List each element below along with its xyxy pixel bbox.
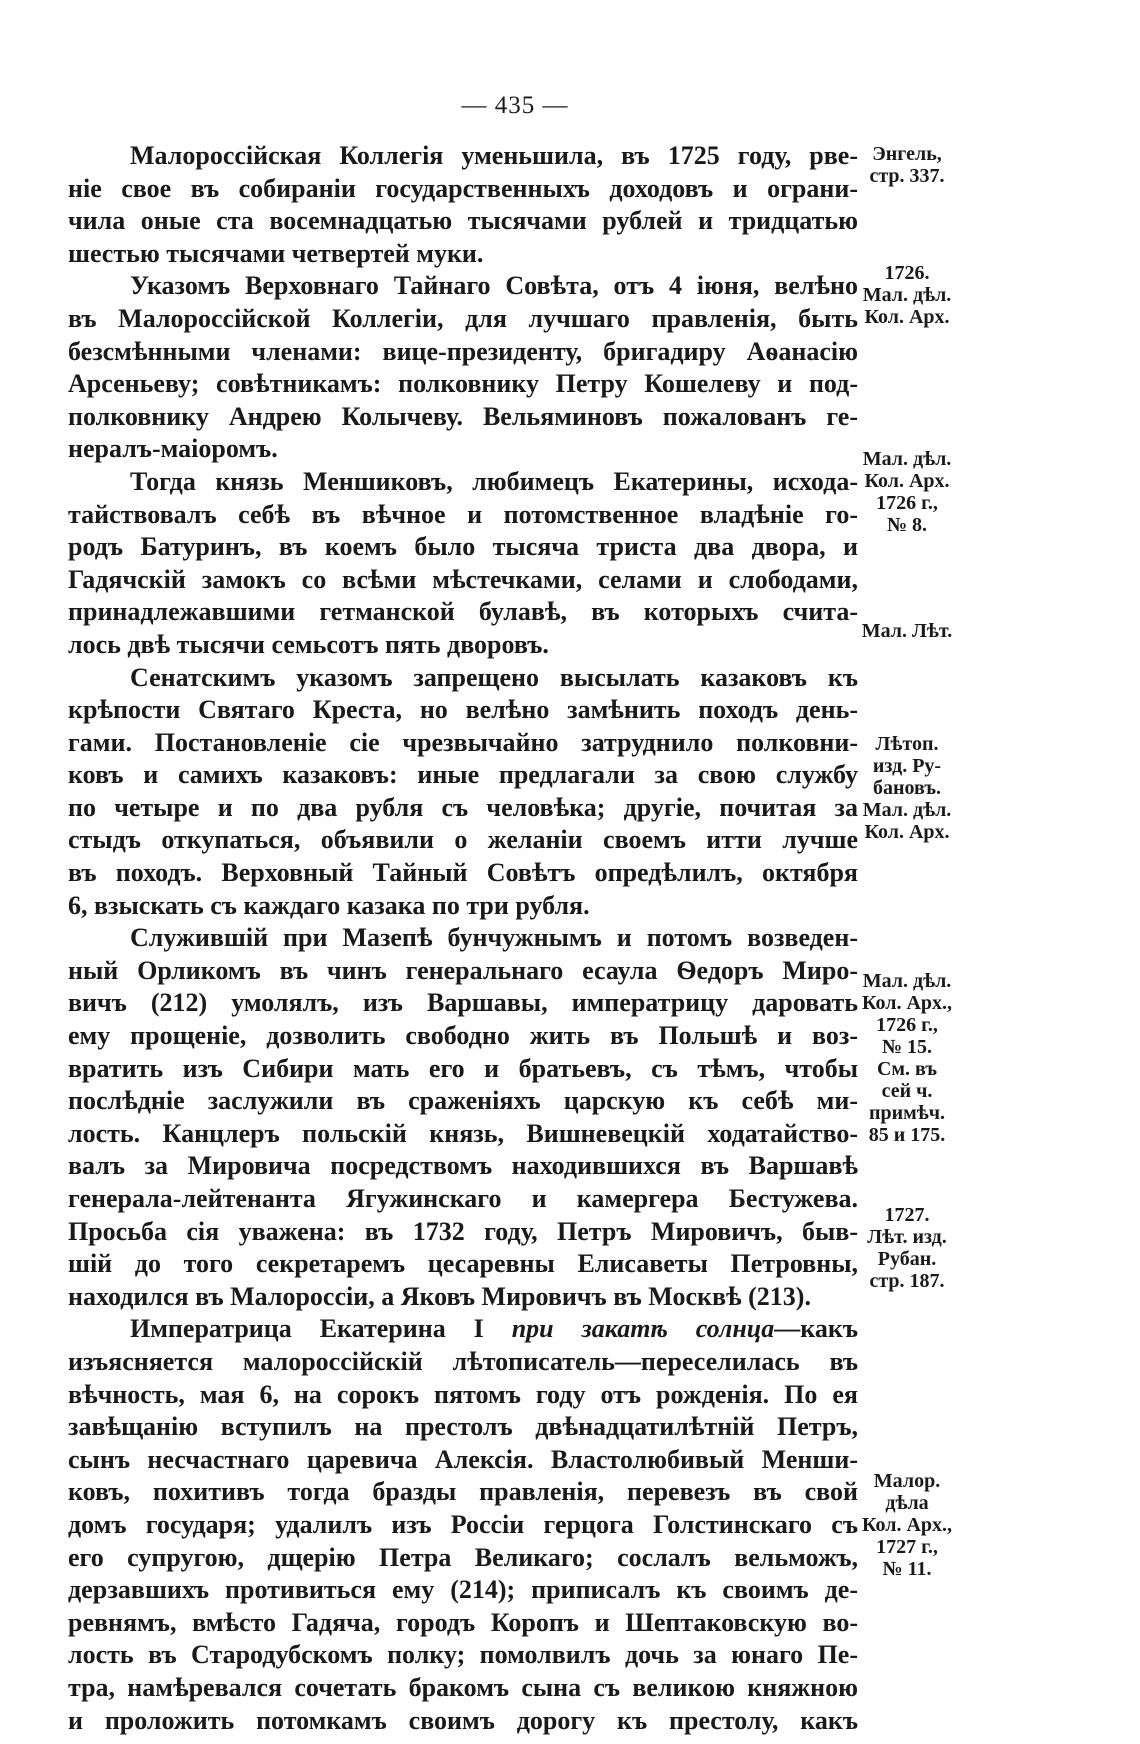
note-line: Кол. Арх. (864, 306, 950, 328)
text-line: ревнямъ, вмѣсто Гадяча, городъ Коропъ и Шептаковскую во- (68, 1607, 858, 1637)
note-line: 85 и 175. (868, 1124, 946, 1146)
text-line: принадлежавшими гетманской булавѣ, въ которыхъ счита- (68, 597, 858, 627)
paragraph (68, 1313, 858, 1737)
text-line: безсмѣнными членами: вице-президенту, бригадиру Аѳанасію (68, 336, 858, 366)
text-line: лость въ Стародубскомъ полку; помолвилъ дочь за юнаго Пе- (68, 1640, 858, 1670)
text-line: по четыре и по два рубля съ человѣка; другіе, почитая за (68, 792, 858, 822)
margin-note-mal-let (848, 620, 966, 642)
text-line: вичъ (212) умолялъ, изъ Варшавы, императрицу даровать (68, 988, 858, 1018)
text-line: Служившій при Мазепѣ бунчужнымъ и потомъ возведен- (130, 923, 858, 953)
text-line: валъ за Мировича посредствомъ находившихся въ Варшавѣ (68, 1151, 858, 1181)
text-line: его супругою, дщерію Петра Великаго; сослалъ вельможъ, (68, 1542, 858, 1572)
text-line: шій до того секретаремъ цесаревны Елисаветы Петровны, (68, 1249, 858, 1279)
paragraph (68, 466, 858, 662)
note-line: Кол. Арх. (864, 821, 950, 843)
note-line: дѣла (885, 1492, 929, 1514)
margin-note-1726 (848, 262, 966, 328)
note-line: 1727. (884, 1204, 930, 1226)
paragraph (68, 922, 858, 1313)
note-line: Мал. Лѣт. (861, 620, 953, 642)
text-line: ковъ, похитивъ тогда бразды правленія, перевезъ въ свой (68, 1477, 858, 1507)
text-line: завѣщанію вступилъ на престолъ двѣнадцатилѣтній Петръ, (68, 1412, 858, 1442)
text-line: 6, взыскать съ каждаго казака по три рубля. (68, 890, 590, 920)
note-line: стр. 337. (869, 165, 945, 187)
note-line: Рубан. (877, 1248, 937, 1270)
text-line: стыдъ откупаться, объявили о желаніи своемъ итти лучше (68, 825, 858, 855)
note-line: изд. Ру- (872, 755, 942, 777)
note-line: Кол. Арх. (864, 470, 950, 492)
note-line: Мал. дѣл. (862, 448, 952, 470)
paragraph (68, 270, 858, 466)
note-line: Лѣт. изд. (867, 1226, 947, 1248)
note-line: См. въ (876, 1058, 938, 1080)
note-line: стр. 187. (869, 1270, 945, 1292)
text-line: сынъ несчастнаго царевича Алексія. Властолюбивый Менши- (68, 1444, 858, 1474)
note-line: Мал. дѣл. (862, 284, 952, 306)
text-line: генерала-лейтенанта Ягужинскаго и камергера Бестужева. (68, 1184, 858, 1213)
text-line: Просьба сія уважена: въ 1732 году, Петръ Мировичъ, быв- (68, 1216, 858, 1246)
text-line: въ Малороссійской Коллегіи, для лучшаго правленія, быть (68, 303, 858, 333)
text-line: Сенатскимъ указомъ запрещено высылать казаковъ къ (130, 662, 858, 692)
note-line: примѣч. (868, 1102, 946, 1124)
note-line: бановъ. (873, 777, 941, 799)
note-line: 1727 г., (876, 1536, 938, 1558)
text-line: чила оные ста восемнадцатью тысячами рублей и тридцатью (68, 206, 858, 236)
text-line: Тогда князь Меншиковъ, любимецъ Екатерины, исхода- (130, 466, 858, 496)
note-line: 1726 г., (876, 1014, 938, 1036)
note-line: Мал. дѣл. (862, 970, 952, 992)
text-line: Арсеньеву; совѣтникамъ: полковнику Петру Кошелеву и под- (68, 369, 858, 399)
note-line: Малор. (873, 1470, 941, 1492)
note-line: сей ч. (881, 1080, 933, 1102)
paragraph (68, 140, 858, 270)
text-line: домъ государя; удалилъ изъ Россіи герцога Голстинскаго съ (68, 1509, 858, 1539)
margin-note-engel (848, 143, 966, 187)
margin-note-letop (848, 733, 966, 843)
note-line: № 11. (882, 1558, 932, 1580)
italic-phrase: при закатѣ солнца (511, 1314, 775, 1344)
text-line: послѣдніе заслужили въ сраженіяхъ царскую къ себѣ ми- (68, 1086, 858, 1116)
text-line: лость. Канцлеръ польскій князь, Вишневецкій ходатайство- (68, 1118, 858, 1148)
text-line: Гадячскій замокъ со всѣми мѣстечками, селами и слободами, (68, 564, 858, 594)
text-line: крѣпости Святаго Креста, но велѣно замѣнить походъ день- (68, 695, 858, 725)
text-line: и проложить потомкамъ своимъ дорогу къ престолу, какъ (68, 1705, 858, 1735)
margin-note-no11 (848, 1470, 966, 1580)
paragraph (68, 662, 858, 923)
text-line: гами. Постановленіе сіе чрезвычайно затруднило полковни- (68, 727, 858, 757)
text-line: ковъ и самихъ казаковъ: иные предлагали за свою службу (68, 760, 858, 790)
text-line: тайствовалъ себѣ въ вѣчное и потомственное владѣніе го- (68, 499, 858, 529)
text-line: ный Орликомъ въ чинъ генеральнаго есаула Ѳедоръ Миро- (68, 955, 858, 985)
note-line: Энгель, (872, 143, 942, 165)
text-line: Императрица Екатерина I при закатѣ солнца—какъ (130, 1314, 858, 1344)
margin-note-no15 (848, 970, 966, 1146)
main-text (68, 140, 858, 1737)
text-line: находился въ Малороссіи, а Яковъ Мировичъ въ Москвѣ (213). (68, 1281, 811, 1311)
text-line: родъ Батуринъ, въ коемъ было тысяча триста два двора, и (68, 532, 858, 562)
note-line: Лѣтоп. (875, 733, 939, 755)
text-line: тра, намѣревался сочетать бракомъ сына съ великою княжною (68, 1672, 858, 1702)
text-line: Малороссійская Коллегія уменьшила, въ 1725 году, рве- (130, 141, 858, 170)
text-line: изъясняется малороссійскій лѣтописатель—переселилась въ (68, 1346, 858, 1376)
text-line: Указомъ Верховнаго Тайнаго Совѣта, отъ 4 іюня, велѣно (130, 271, 858, 301)
page-number: — 435 — (461, 92, 569, 119)
text-line: въ походъ. Верховный Тайный Совѣтъ опредѣлилъ, октября (68, 858, 858, 888)
note-line: Мал. дѣл. (862, 799, 952, 821)
text-line: ніе свое въ собираніи государственныхъ доходовъ и ограни- (68, 173, 858, 203)
text-line: вратить изъ Сибири мать его и братьевъ, съ тѣмъ, чтобы (68, 1053, 858, 1083)
text-line: ему прощеніе, дозволить свободно жить въ Польшѣ и воз- (68, 1021, 858, 1051)
margin-note-1727 (848, 1204, 966, 1292)
note-line: № 8. (886, 514, 928, 536)
text-line: полковнику Андрею Колычеву. Вельяминовъ пожалованъ ге- (68, 401, 858, 431)
note-line: № 15. (881, 1036, 933, 1058)
note-line: Кол. Арх., (861, 1514, 953, 1536)
note-line: Кол. Арх., (861, 992, 953, 1014)
text-line: лось двѣ тысячи семьсотъ пять дворовъ. (68, 629, 549, 659)
text-line: вѣчность, мая 6, на сорокъ пятомъ году отъ рожденія. По ея (68, 1379, 858, 1409)
text-line: шестью тысячами четвертей муки. (68, 238, 484, 268)
text-line: нералъ-маіоромъ. (68, 434, 278, 464)
note-line: 1726 г., (876, 492, 938, 514)
text-line: дерзавшихъ противиться ему (214); приписалъ къ своимъ де- (68, 1575, 858, 1605)
note-line: 1726. (884, 262, 930, 284)
margin-note-no8 (848, 448, 966, 536)
